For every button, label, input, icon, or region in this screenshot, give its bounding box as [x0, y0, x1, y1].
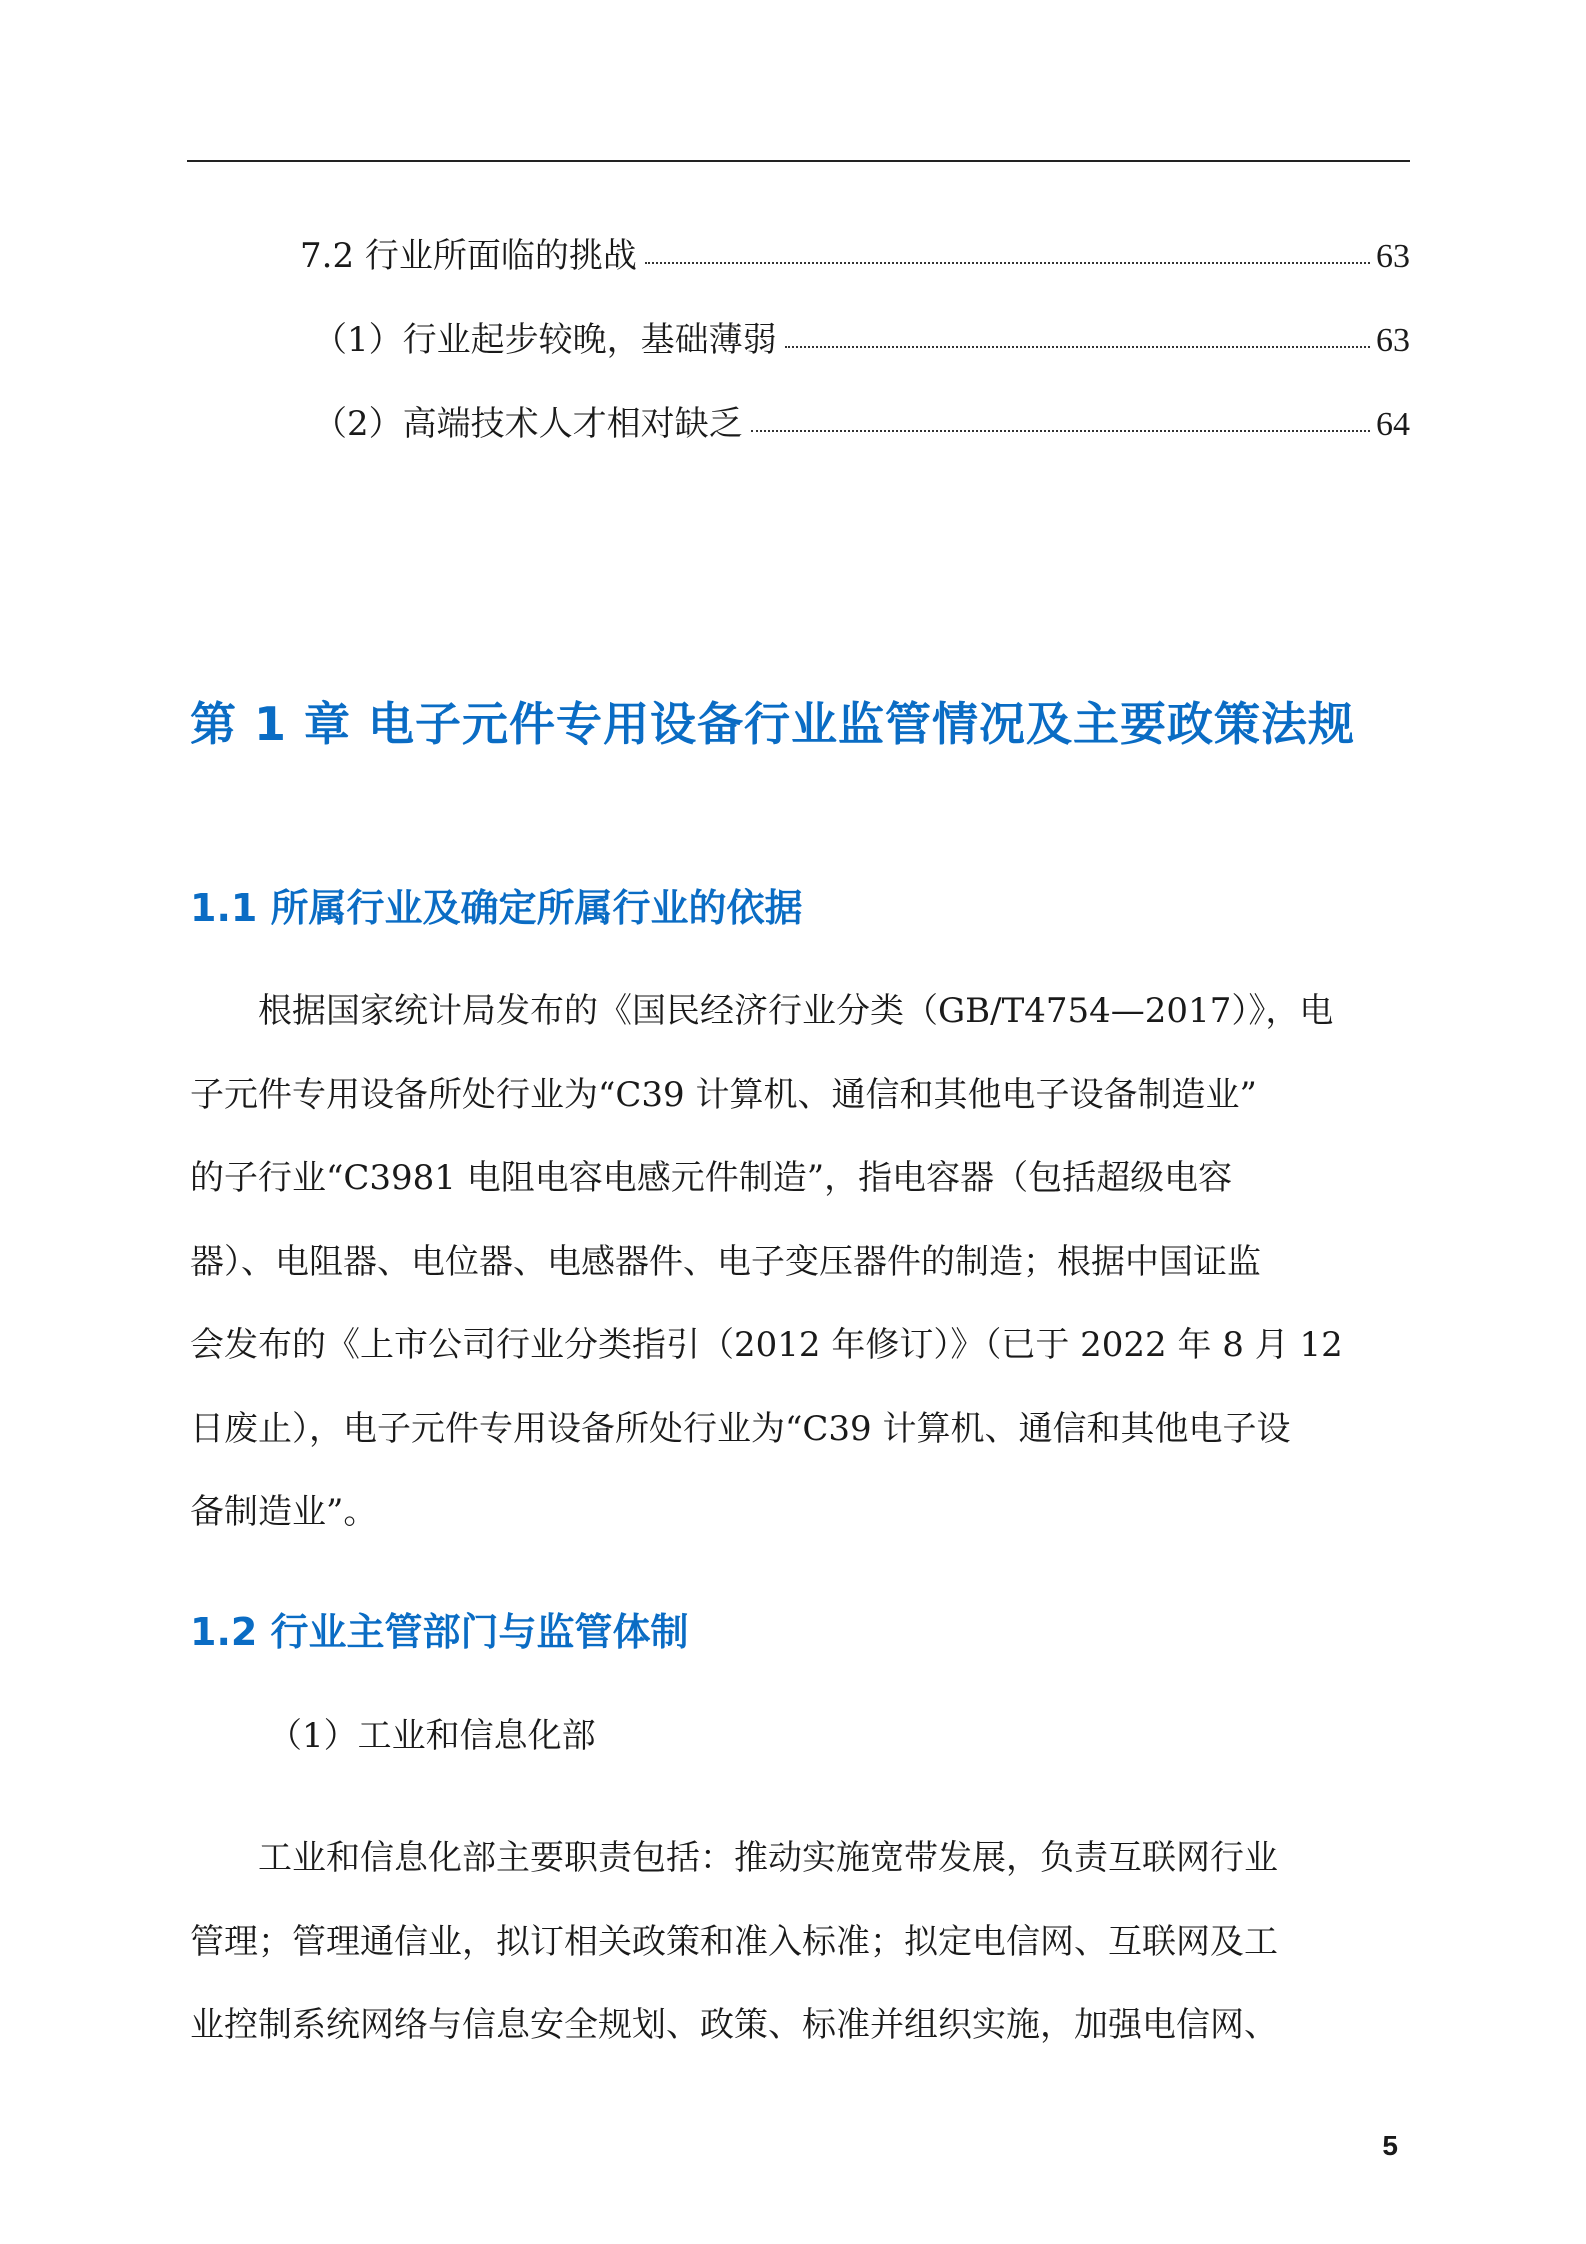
toc-leader-dots	[645, 262, 1370, 264]
paragraph-line: 器）、电阻器、电位器、电感器件、电子变压器件的制造；根据中国证监	[190, 1241, 1261, 1282]
paragraph-line: 日废止），电子元件专用设备所处行业为“C39 计算机、通信和其他电子设	[190, 1408, 1291, 1449]
paragraph-line: 备制造业”。	[190, 1492, 378, 1532]
section-1-1-paragraph	[190, 970, 1410, 1555]
toc-entry-label: （2）高端技术人才相对缺乏	[313, 404, 743, 444]
toc-leader-dots	[785, 346, 1370, 348]
toc-entry-page: 63	[1376, 238, 1410, 275]
toc-entry-label: （1）行业起步较晚，基础薄弱	[313, 320, 777, 360]
paragraph-line: 的子行业“C3981 电阻电容电感元件制造”，指电容器（包括超级电容	[190, 1158, 1233, 1198]
toc-leader-dots	[751, 430, 1370, 432]
paragraph-line: 子元件专用设备所处行业为“C39 计算机、通信和其他电子设备制造业”	[190, 1074, 1257, 1115]
toc-entry-label: 7.2 行业所面临的挑战	[300, 236, 637, 276]
section-heading-1-2: 1.2 行业主管部门与监管体制	[190, 1610, 689, 1654]
toc-entry[interactable]	[300, 232, 1410, 280]
paragraph-line: 业控制系统网络与信息安全规划、政策、标准并组织实施，加强电信网、	[190, 2005, 1278, 2045]
toc-entry[interactable]	[313, 400, 1410, 448]
toc-entry-page: 63	[1376, 322, 1410, 359]
toc-entry-page: 64	[1376, 406, 1410, 443]
sub-item-heading: （1）工业和信息化部	[268, 1716, 596, 1756]
paragraph-line: 工业和信息化部主要职责包括：推动实施宽带发展，负责互联网行业	[190, 1838, 1278, 1878]
section-heading-1-1: 1.1 所属行业及确定所属行业的依据	[190, 886, 803, 930]
paragraph-line: 会发布的《上市公司行业分类指引（2012 年修订）》（已于 2022 年 8 月 12	[190, 1325, 1343, 1365]
section-1-2-paragraph	[190, 1817, 1410, 2068]
paragraph-line: 根据国家统计局发布的《国民经济行业分类（GB/T4754—2017）》，电	[190, 991, 1334, 1031]
header-rule	[187, 160, 1410, 162]
paragraph-line: 管理；管理通信业，拟订相关政策和准入标准；拟定电信网、互联网及工	[190, 1921, 1278, 1962]
chapter-title: 第 1 章 电子元件专用设备行业监管情况及主要政策法规	[190, 697, 1356, 751]
toc-entry[interactable]	[313, 316, 1410, 364]
page-number: 5	[1382, 2130, 1398, 2161]
